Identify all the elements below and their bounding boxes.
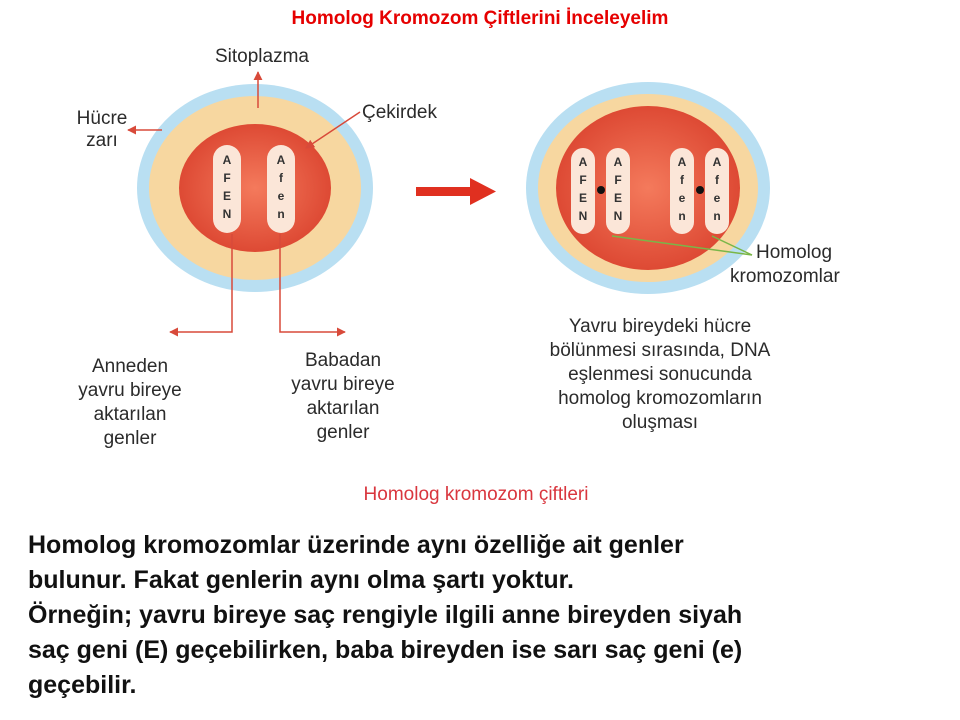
allele-r-m2-3: E [613, 191, 623, 205]
father-genes-line-2: yavru bireye [291, 374, 395, 395]
allele-father-3: e [277, 189, 285, 203]
allele-r-p1-4: n [678, 209, 686, 223]
cytoplasm-label: Sitoplazma [215, 46, 309, 67]
replication-text-1: Yavru bireydeki hücre [568, 316, 752, 337]
allele-r-p1-1: A [677, 155, 687, 169]
nucleus-label: Çekirdek [362, 102, 437, 123]
father-genes-line-3: aktarılan [306, 398, 380, 419]
homolog-label-1: Homolog [756, 242, 833, 263]
explanation-line-2: bulunur. Fakat genlerin aynı olma şartı yoktur. [28, 566, 574, 594]
mother-genes-line-1: Anneden [91, 356, 169, 377]
allele-mother-4: N [222, 207, 232, 221]
allele-r-m1-2: F [579, 173, 587, 187]
allele-r-m1-3: E [578, 191, 588, 205]
father-genes-line-1: Babadan [304, 350, 382, 371]
replication-text-5: oluşması [621, 412, 699, 433]
allele-mother-3: E [222, 189, 232, 203]
page-title: Homolog Kromozom Çiftlerini İnceleyelim [291, 8, 669, 29]
allele-father-2: f [279, 171, 283, 185]
allele-r-p1-2: f [680, 173, 684, 187]
mother-genes-line-3: aktarılan [93, 404, 167, 425]
centromere-maternal [597, 186, 605, 194]
allele-r-m2-4: N [613, 209, 623, 223]
centromere-paternal [696, 186, 704, 194]
explanation-line-3: Örneğin; yavru bireye saç rengiyle ilgili anne bireyden siyah [28, 601, 743, 629]
explanation-line-5: geçebilir. [28, 671, 137, 699]
mother-genes-line-4: genler [103, 428, 157, 449]
allele-r-p2-4: n [713, 209, 721, 223]
allele-r-p2-3: e [713, 191, 721, 205]
explanation-line-4: saç geni (E) geçebilirken, baba bireyden ise sarı saç geni (e) [28, 636, 743, 664]
cell-left [137, 84, 373, 292]
allele-mother-2: F [223, 171, 231, 185]
transition-arrow [416, 178, 496, 205]
cell-right [526, 82, 770, 294]
allele-r-m1-1: A [578, 155, 588, 169]
mother-genes-line-2: yavru bireye [78, 380, 182, 401]
homolog-label-2: kromozomlar [730, 266, 840, 287]
membrane-label-2: zarı [86, 130, 118, 151]
allele-mother-1: A [222, 153, 232, 167]
allele-r-p2-2: f [715, 173, 719, 187]
allele-r-p1-3: e [678, 191, 686, 205]
allele-r-m2-1: A [613, 155, 623, 169]
diagram-caption: Homolog kromozom çiftleri [363, 484, 589, 505]
nucleus [179, 124, 331, 252]
allele-father-1: A [276, 153, 286, 167]
father-genes-line-4: genler [316, 422, 370, 443]
replication-text-4: homolog kromozomların [558, 388, 762, 409]
replication-text-2: bölünmesi sırasında, DNA [549, 340, 771, 361]
allele-r-m2-2: F [614, 173, 622, 187]
allele-father-4: n [277, 207, 285, 221]
replication-text-3: eşlenmesi sonucunda [568, 364, 752, 385]
explanation-line-1: Homolog kromozomlar üzerinde aynı özelliğe ait genler [28, 531, 684, 559]
explanation-text [28, 528, 948, 703]
allele-r-m1-4: N [578, 209, 588, 223]
membrane-label-1: Hücre [76, 108, 128, 129]
allele-r-p2-1: A [712, 155, 722, 169]
